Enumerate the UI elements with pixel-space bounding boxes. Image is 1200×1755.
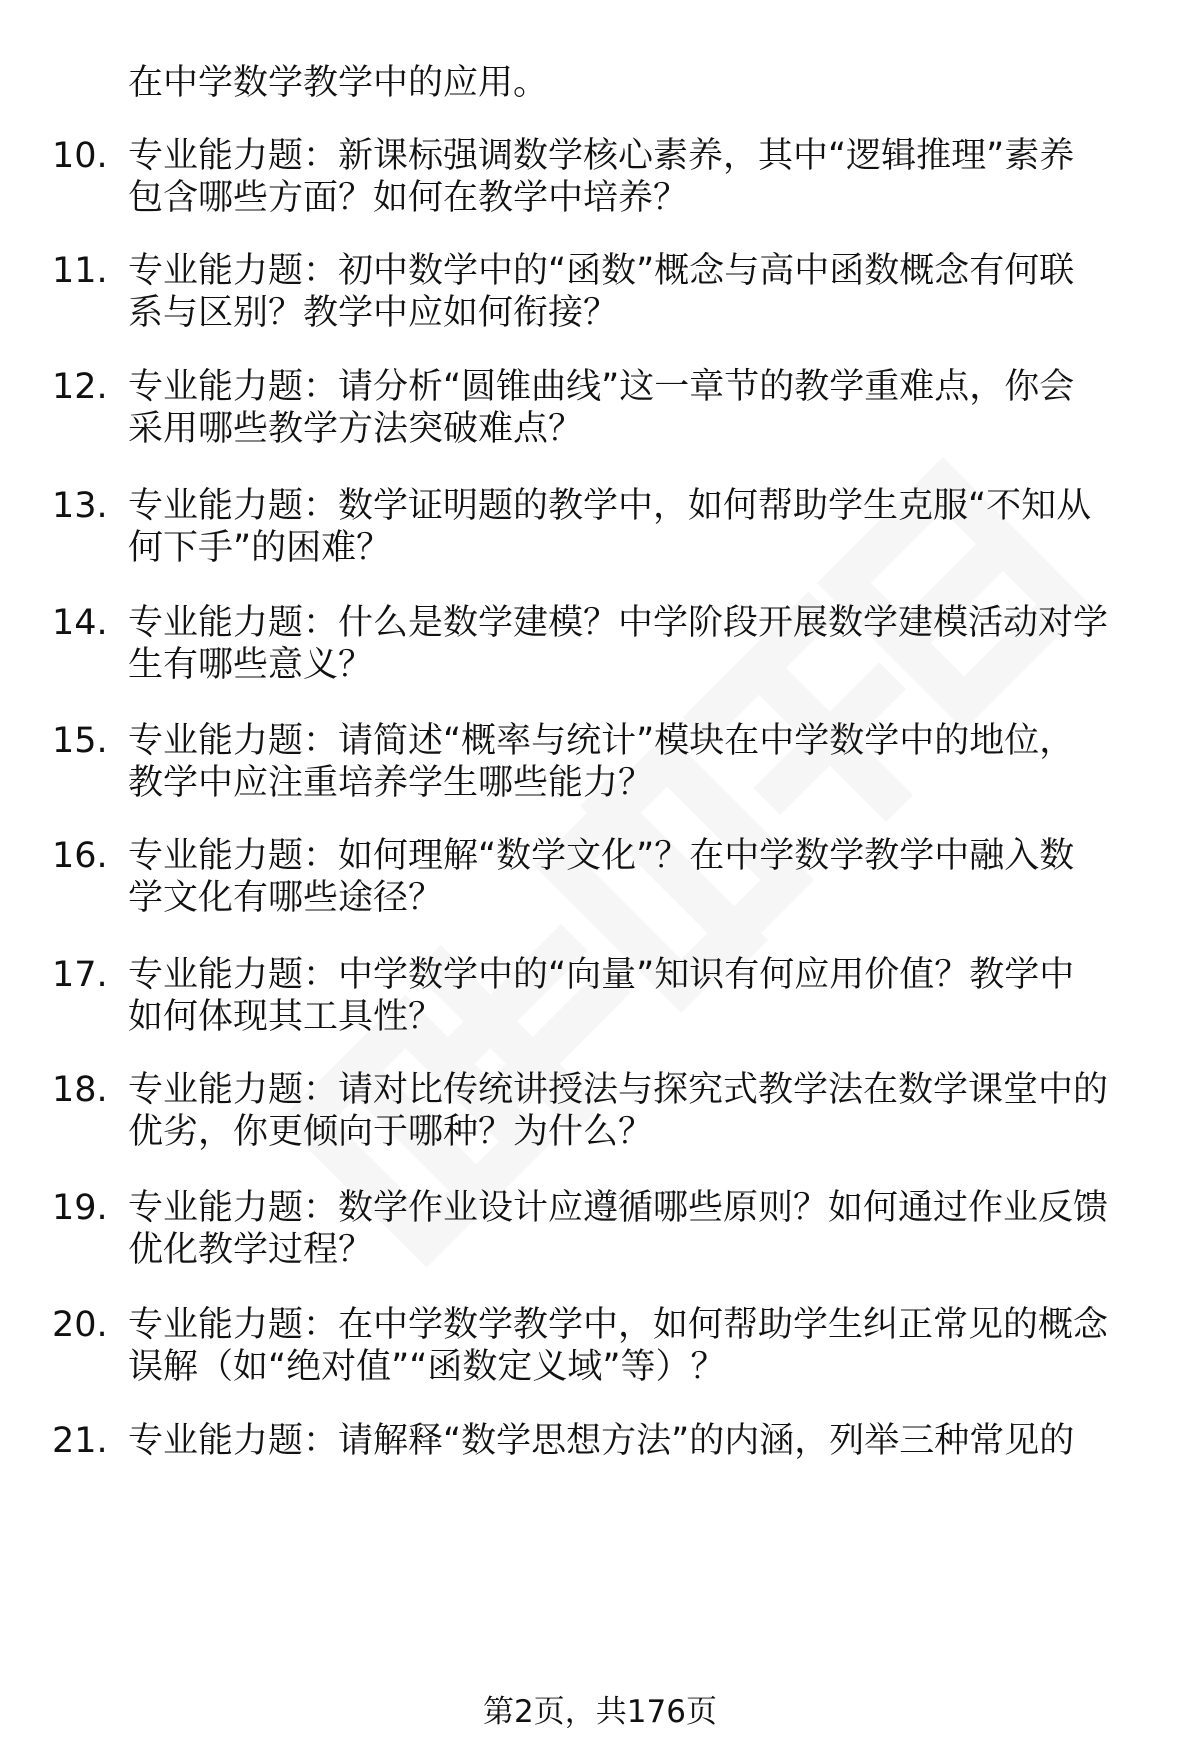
question-text-line: 专业能力题：在中学数学教学中，如何帮助学生纠正常见的概念: [128, 1305, 1109, 1345]
question-text-line: 优化教学过程？: [128, 1230, 374, 1270]
question-text-line: 专业能力题：新课标强调数学核心素养，其中“逻辑推理”素养: [128, 136, 1075, 176]
question-text-line: 误解（如“绝对值”“函数定义域”等）？: [128, 1347, 726, 1387]
question-text-line: 学文化有哪些途径？: [128, 878, 444, 918]
question-number: 21.: [52, 1421, 108, 1461]
question-number: 13.: [52, 486, 108, 526]
question-text-line: 采用哪些教学方法突破难点？: [128, 409, 584, 449]
question-text-line: 专业能力题：请解释“数学思想方法”的内涵，列举三种常见的: [128, 1421, 1075, 1461]
question-number: 12.: [52, 367, 108, 407]
question-text-line: 专业能力题：请对比传统讲授法与探究式教学法在数学课堂中的: [128, 1070, 1109, 1110]
continued-question-text: 在中学数学教学中的应用。: [128, 63, 549, 103]
question-text-line: 专业能力题：数学作业设计应遵循哪些原则？如何通过作业反馈: [128, 1188, 1109, 1228]
question-text-line: 专业能力题：什么是数学建模？中学阶段开展数学建模活动对学: [128, 603, 1109, 643]
question-text-line: 优劣，你更倾向于哪种？为什么？: [128, 1112, 654, 1152]
question-number: 18.: [52, 1070, 108, 1110]
question-number: 20.: [52, 1305, 108, 1345]
question-text-line: 生有哪些意义？: [128, 645, 374, 685]
question-text-line: 专业能力题：请分析“圆锥曲线”这一章节的教学重难点，你会: [128, 367, 1075, 407]
question-number: 10.: [52, 136, 108, 176]
question-number: 16.: [52, 836, 108, 876]
question-text-line: 专业能力题：中学数学中的“向量”知识有何应用价值？教学中: [128, 955, 1075, 995]
question-text-line: 专业能力题：初中数学中的“函数”概念与高中函数概念有何联: [128, 251, 1075, 291]
question-text-line: 系与区别？教学中应如何衔接？: [128, 293, 619, 333]
page-footer: 第2页，共176页: [483, 1694, 717, 1730]
question-text-line: 专业能力题：数学证明题的教学中，如何帮助学生克服“不知从: [128, 486, 1092, 526]
question-text-line: 如何体现其工具性？: [128, 997, 444, 1037]
question-number: 14.: [52, 603, 108, 643]
question-text-line: 教学中应注重培养学生哪些能力？: [128, 763, 654, 803]
question-number: 19.: [52, 1188, 108, 1228]
question-number: 11.: [52, 251, 108, 291]
question-text-line: 何下手”的困难？: [128, 528, 392, 568]
question-number: 15.: [52, 721, 108, 761]
question-number: 17.: [52, 955, 108, 995]
question-text-line: 包含哪些方面？如何在教学中培养？: [128, 178, 689, 218]
question-text-line: 专业能力题：请简述“概率与统计”模块在中学数学中的地位，: [128, 721, 1075, 761]
question-text-line: 专业能力题：如何理解“数学文化”？在中学数学教学中融入数: [128, 836, 1075, 876]
